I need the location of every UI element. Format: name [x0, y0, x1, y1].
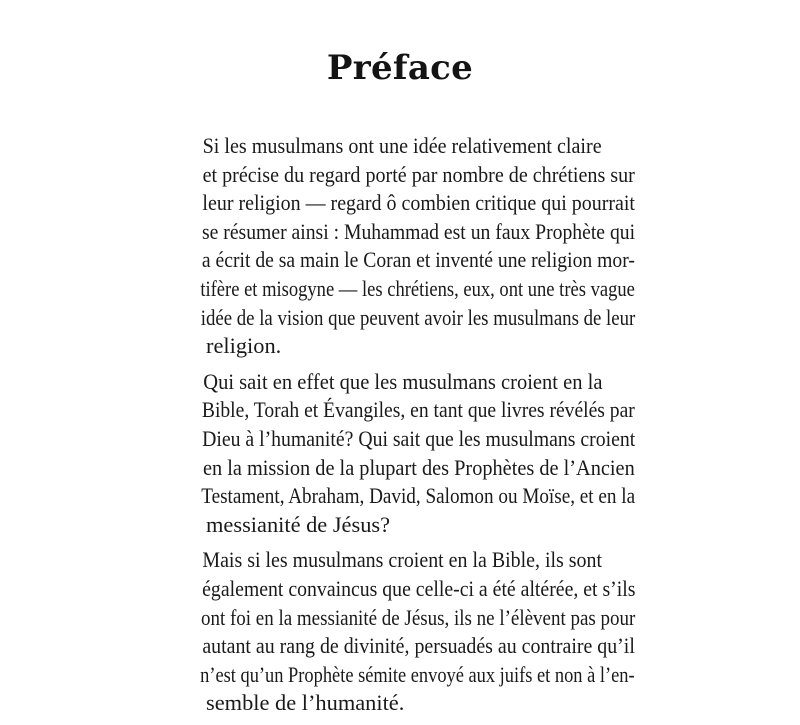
text-line: et précise du regard porté par nombre de chrétiens sur [202, 161, 635, 187]
text-line: idée de la vision que peuvent avoir les musulmans de leur [200, 304, 636, 330]
text-line: Qui sait en effet que les musulmans croient en la [203, 368, 603, 394]
paragraph-3 [173, 546, 635, 718]
paragraph-2 [173, 368, 635, 540]
text-line: messianité de Jésus? [206, 511, 391, 537]
body-text [173, 132, 635, 725]
text-line: semble de l’humanité. [206, 690, 405, 716]
text-line: leur religion — regard ô combien critique qui pourrait [202, 190, 635, 216]
text-line: Testament, Abraham, David, Salomon ou Moïse, et en la [201, 483, 636, 509]
text-line: n’est qu’un Prophète sémite envoyé aux juifs et non à l’en- [200, 661, 635, 687]
text-line: religion. [206, 333, 282, 359]
text-line: Bible, Torah et Évangiles, en tant que livres révélés par [201, 397, 635, 423]
text-line: ont foi en la messianité de Jésus, ils ne l’élèvent pas pour [200, 604, 636, 630]
page-title: Préface [326, 48, 474, 88]
text-line: Dieu à l’humanité? Qui sait que les musulmans croient [202, 425, 636, 451]
text-line: en la mission de la plupart des Prophètes de l’Ancien [202, 454, 635, 480]
text-line: Si les musulmans ont une idée relativement claire [202, 133, 602, 158]
text-line: a écrit de sa main le Coran et inventé une religion mor- [201, 247, 635, 273]
text-line: Mais si les musulmans croient en la Bible, ils sont [202, 547, 602, 573]
text-line: se résumer ainsi : Muhammad est un faux Prophète qui [201, 218, 636, 244]
paragraph-1 [173, 132, 635, 361]
text-line: autant au rang de divinité, persuadés au contraire qu’il [202, 633, 635, 659]
text-line: tifère et misogyne — les chrétiens, eux, ont une très vague [200, 275, 635, 301]
text-line: également convaincus que celle-ci a été altérée, et s’ils [202, 575, 636, 601]
